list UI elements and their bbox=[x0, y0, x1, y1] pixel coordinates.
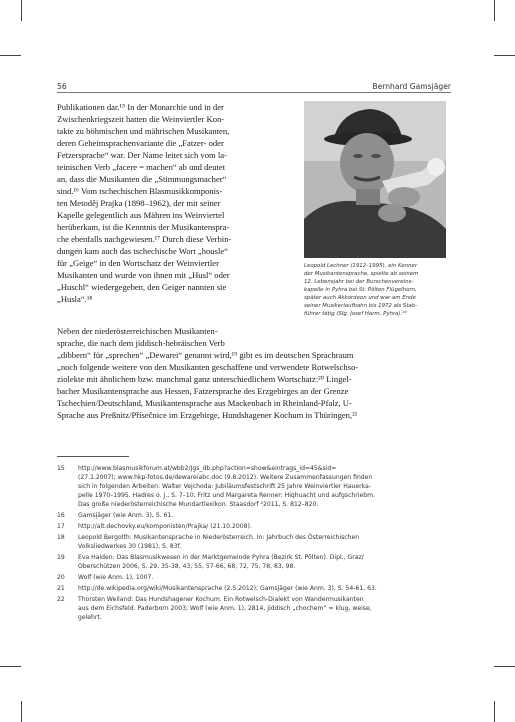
footnote-text: Thorsten Weiland: Das Hundshagener Kochum. Ein Rotwelsch-Dialekt von Wandermusikanten bbox=[78, 596, 364, 603]
text-line: Publikationen dar.¹⁵ In der Monarchie und in der bbox=[57, 102, 224, 112]
text-line: teinischen Verb „facere = machen“ ab und deutet bbox=[57, 162, 226, 172]
text-line: takte zu böhmischen und mährischen Musikanten, bbox=[57, 126, 230, 136]
text-line: „Huschl“ wiedergegeben, den Geiger nannten sie bbox=[57, 282, 227, 292]
text-line: Sprache aus Preßnitz/Přísečnice im Erzgebirge, Hundshagener Kochum in Thüringen,²¹ bbox=[57, 410, 358, 420]
footnote-text: Volksliedwerkes 30 (1981), S. 83f. bbox=[78, 543, 182, 550]
text-line: dungen kam auch das tschechische Wort „housle“ bbox=[57, 246, 228, 256]
crop-mark bbox=[494, 701, 495, 722]
text-line: Fetzersprache“ war. Der Name leitet sich vom la- bbox=[57, 150, 227, 160]
text-line: deren Geheimsprachenvariante die „Fatzer- oder bbox=[57, 138, 224, 148]
crop-mark bbox=[494, 666, 515, 667]
text-line: ziolekte mit ähnlichem bzw. manchmal ganz unterschiedlichem Wortschatz:²⁰ Lingel- bbox=[57, 374, 352, 384]
footnote-number: 20 bbox=[57, 574, 65, 581]
text-line: „noch folgende weitere von den Musikanten geschaffene und verwendete Rotwelschso- bbox=[57, 362, 359, 372]
footnote-text: aus dem Eichsfeld. Paderborn 2003; Wolf (wie Anm. 1), 2814, jiddisch „chochem“ = klug, weise, bbox=[78, 605, 372, 612]
text-line: sprache, die nach dem jiddisch-hebräischen Verb bbox=[57, 338, 225, 348]
text-line: herüberkam, ist die Kenntnis der Musikantenspra- bbox=[57, 222, 230, 232]
footnote-text: Leopold Bergolth: Musikantensprache in Niederösterreich. In: Jahrbuch des Österreichischen bbox=[78, 534, 360, 541]
footnote-number: 15 bbox=[57, 465, 65, 472]
footnote-text: (27.1.2007); www.hkp-fotos.de/dewareiabc.doc (9.8.2012). Weitere Zusammenfassungen finden bbox=[78, 474, 373, 481]
crop-mark bbox=[21, 701, 22, 722]
text-line: Kapelle gelegentlich aus Mähren ins Weinviertel bbox=[57, 210, 225, 220]
portrait-illustration bbox=[304, 101, 446, 258]
header-rule bbox=[57, 92, 451, 93]
footnote-text: Oberschützen 2006, S. 29, 35-38, 43, 55, 57-66, 68, 72, 75, 78, 83, 98. bbox=[78, 563, 296, 570]
footnote-rule bbox=[57, 456, 129, 457]
footnote-number: 17 bbox=[57, 523, 65, 530]
footnote-text: sich in folgenden Arbeiten: Walter Vejchoda: Jubiläumsfestschrift 25 Jahre Weinviertler Hauerka- bbox=[78, 483, 372, 490]
footnote-number: 21 bbox=[57, 585, 65, 592]
footnote-number: 22 bbox=[57, 596, 65, 603]
crop-mark bbox=[494, 55, 515, 56]
crop-mark bbox=[21, 0, 22, 21]
text-line: Neben der niederösterreichischen Musikanten- bbox=[57, 326, 218, 336]
footnote-number: 19 bbox=[57, 554, 65, 561]
footnote-text: http://alt.dechovky.eu/komponisten/Prajka/ (21.10.2008). bbox=[78, 523, 252, 530]
running-author: Bernhard Gamsjäger bbox=[372, 82, 451, 91]
caption-line: kapelle in Pyhra bei St. Pölten Flügelhorn, bbox=[304, 287, 417, 293]
footnote-text: http://www.blasmusikforum.at/wbb2/Jgs_db.php?action=show&eintrags_id=45&sid= bbox=[78, 465, 337, 472]
caption-line: seiner Musikerlaufbahn bis 1972 als Stab- bbox=[304, 303, 418, 309]
footnote-number: 18 bbox=[57, 534, 65, 541]
footnote-text: Das große niederösterreichische Mundartlexikon. Staasdorf ²2011, S. 812–820. bbox=[78, 501, 319, 508]
crop-mark bbox=[494, 0, 495, 21]
running-header bbox=[57, 82, 451, 92]
caption-line: später auch Akkordeon und war am Ende bbox=[304, 295, 416, 301]
portrait-photo bbox=[304, 101, 446, 258]
footnote-text: pelle 1970–1995. Hadres o. J., S. 7–10; Fritz und Margareta Renner: Hiqhuacht und aufgschriebm. bbox=[78, 492, 375, 499]
crop-mark bbox=[0, 666, 21, 667]
text-line: Musikanten und wurde von ihnen mit „Husl“ oder bbox=[57, 270, 230, 280]
footnote-number: 16 bbox=[57, 512, 65, 519]
text-line: „Husla“.¹⁸ bbox=[57, 294, 93, 304]
text-line: sind.¹⁶ Vom tschechischen Blasmusikkomponis- bbox=[57, 186, 223, 196]
footnote-text: gelehrt. bbox=[78, 614, 102, 621]
text-line: ten Metoděj Prajka (1898–1962), der mit seiner bbox=[57, 198, 221, 208]
page-number: 56 bbox=[57, 82, 67, 91]
caption-line: 12. Lebensjahr bei der Burschenvereins- bbox=[304, 279, 414, 285]
text-line: an, dass die Musikanten die „Stimmungsmacher“ bbox=[57, 174, 227, 184]
text-line: bacher Musikantensprache aus Hessen, Fatzersprache des Erzgebirges an der Grenze bbox=[57, 386, 349, 396]
caption-line: der Musikantensprache, spielte ab seinem bbox=[304, 271, 419, 277]
text-line: Tschechien/Deutschland, Musikantensprache aus Mackenbach in Rheinland-Pfalz, U- bbox=[57, 398, 352, 408]
text-line: für „Geige“ in den Wortschatz der Weinviertler bbox=[57, 258, 219, 268]
caption-line: führer tätig (Slg. Josef Harm, Pyhra).²² bbox=[304, 311, 407, 317]
footnote-text: Wolf (wie Anm. 1), 1007. bbox=[78, 574, 154, 581]
footnote-text: Eva Haiden: Das Blasmusikwesen in der Marktgemeinde Pyhra (Bezirk St. Pölten). Dipl., Graz/ bbox=[78, 554, 364, 561]
text-line: Zwischenkriegszeit hatten die Weinviertler Kon- bbox=[57, 114, 225, 124]
footnote-text: Gamsjäger (wie Anm. 3), S. 61. bbox=[78, 512, 174, 519]
caption-line: Leopold Lechner (1912–1995), ein Kenner bbox=[304, 263, 418, 269]
footnote-text: http://de.wikipedia.org/wiki/Musikantensprache (2.5.2012); Gamsjäger (wie Anm. 3), S. 54-61, 63. bbox=[78, 585, 377, 592]
crop-mark bbox=[0, 55, 21, 56]
text-line: che ebenfalls nachgewiesen.¹⁷ Durch diese Verbin- bbox=[57, 234, 232, 244]
text-line: „dibbern“ für „sprechen“ „Dewarei“ genannt wird,¹⁹ gibt es im deutschen Sprachraum bbox=[57, 350, 354, 360]
